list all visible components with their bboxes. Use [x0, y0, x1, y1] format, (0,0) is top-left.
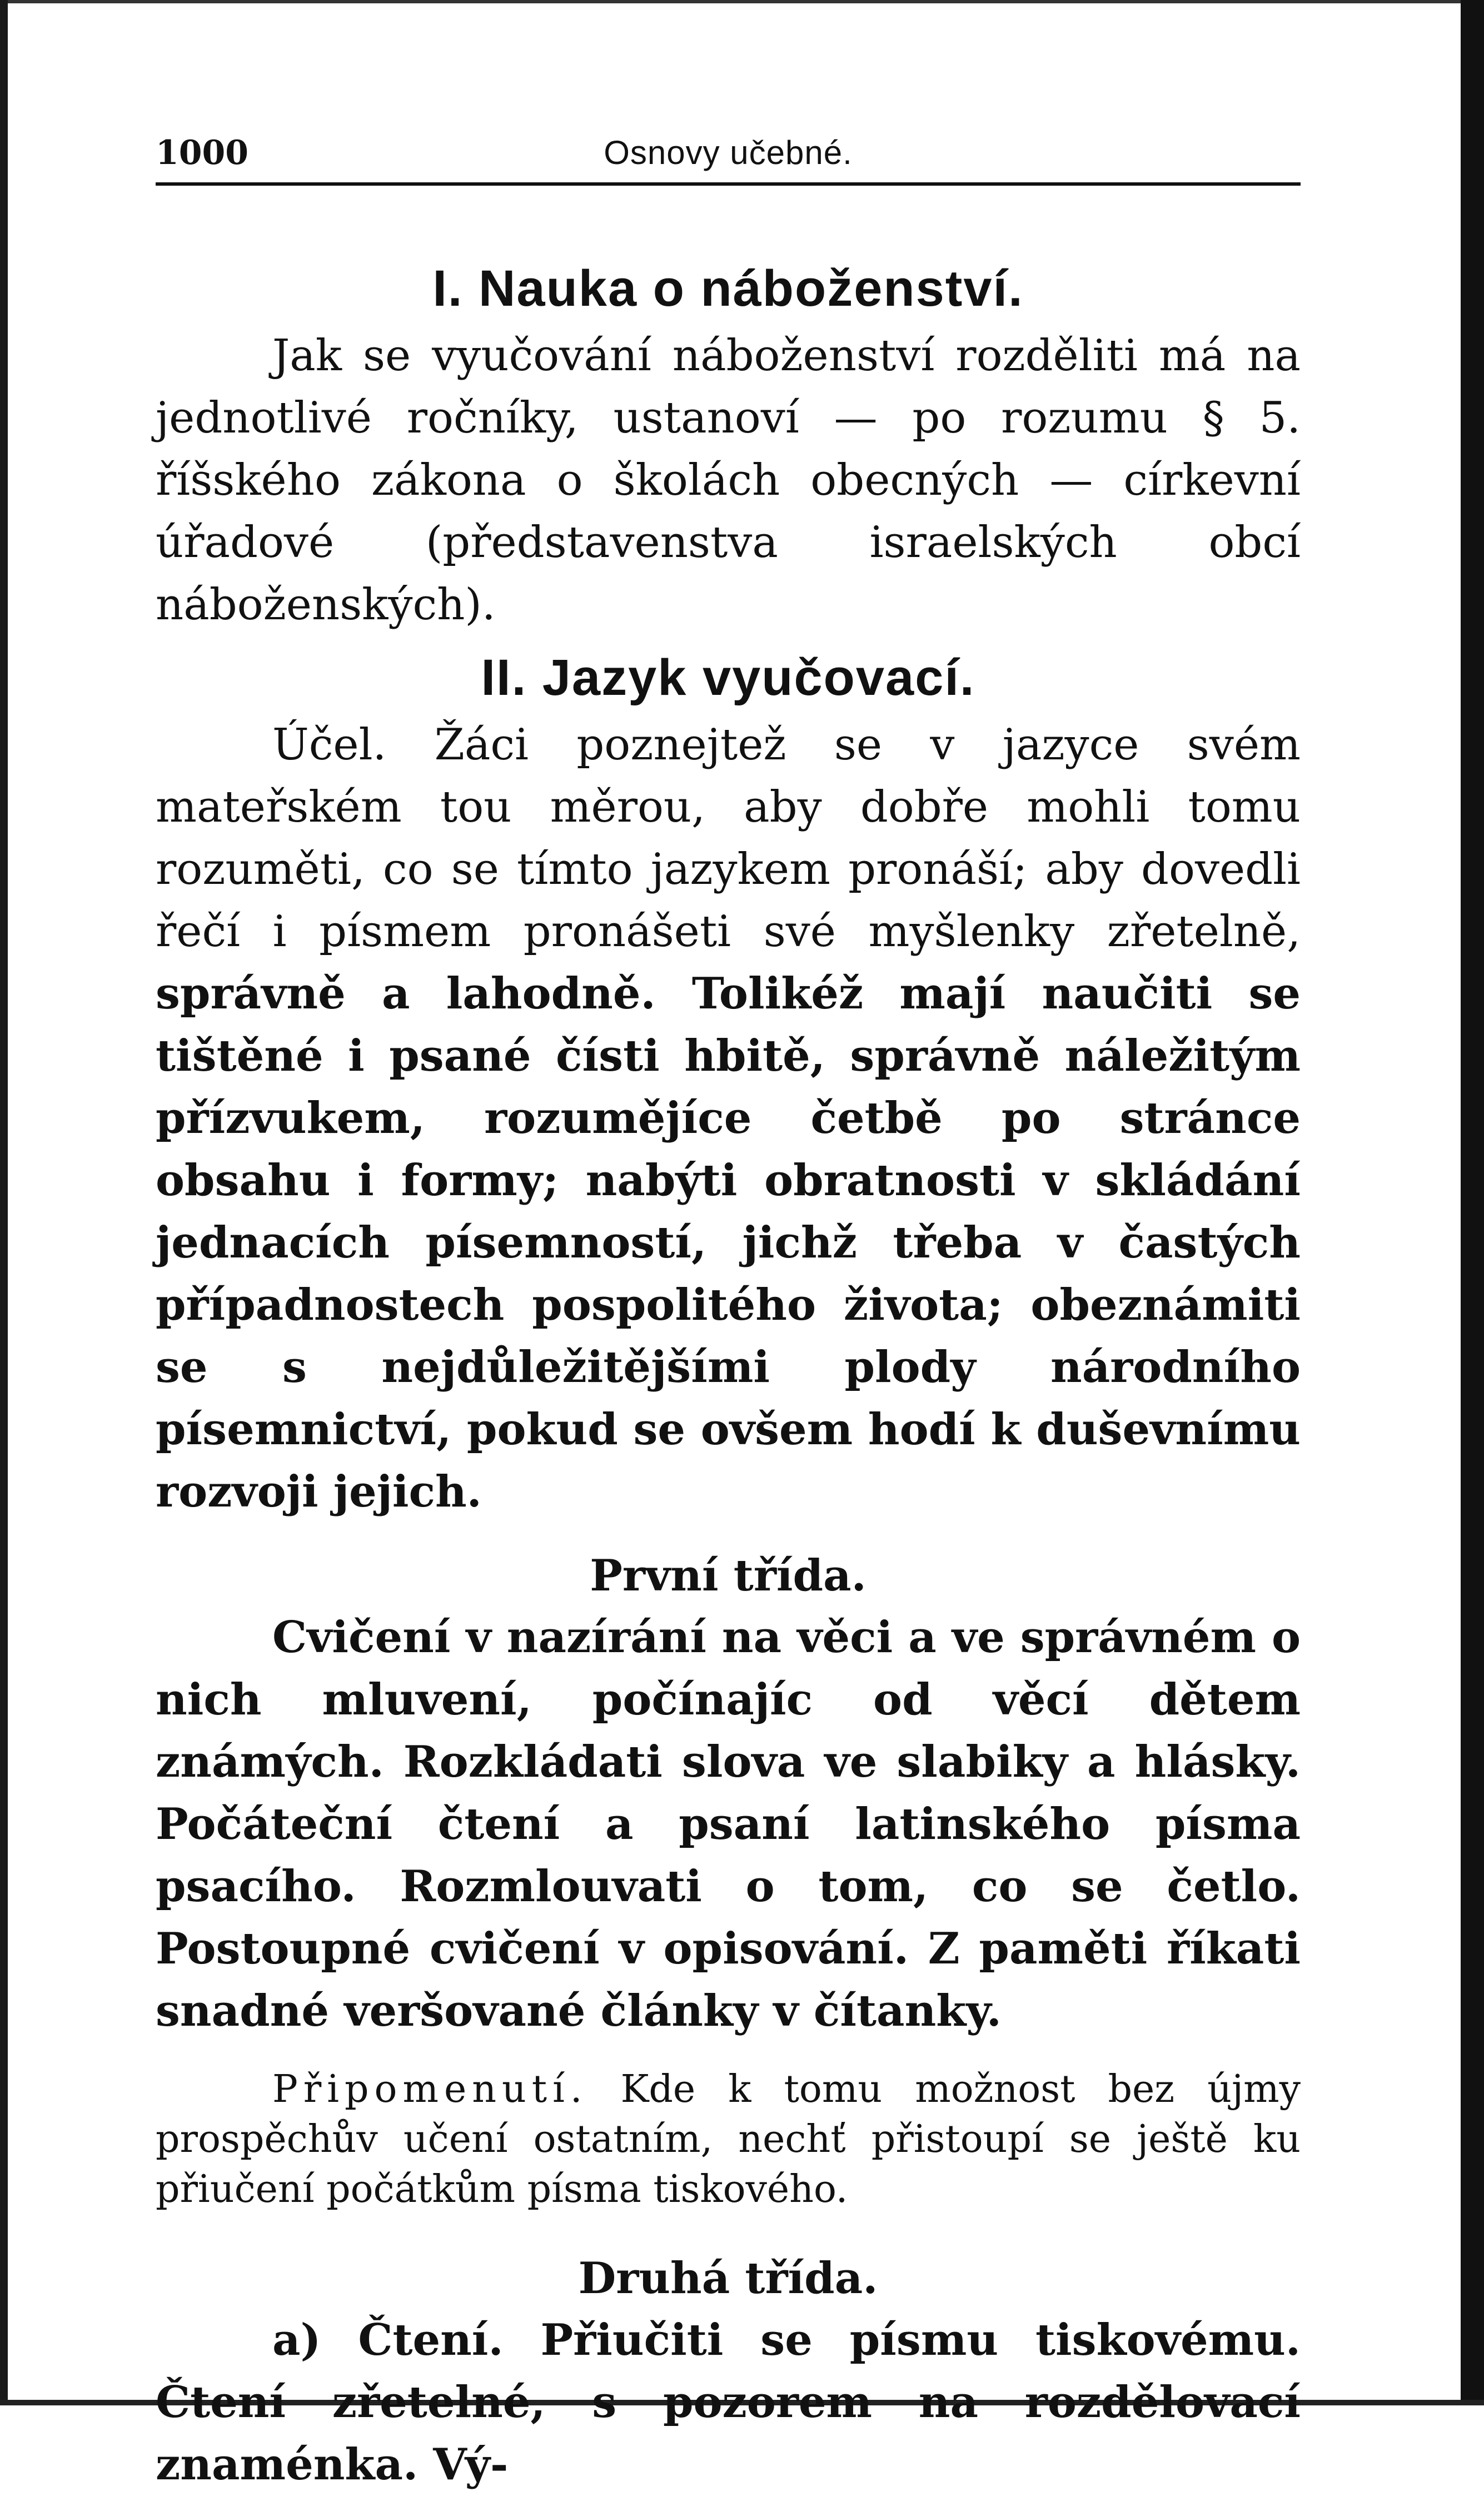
purpose-text: Žáci poznejtež se v jazyce svém mateřském tou měrou, aby dobře mohli tomu rozuměti, co se tímto jazykem pronáší; aby dovedli řečí i písmem pronášeti své myšlenky zřetelně,	[156, 720, 1301, 957]
section-language-paragraph	[156, 714, 1301, 1523]
note-label: Připomenutí.	[272, 2067, 588, 2111]
scan-edge-top	[0, 0, 1484, 3]
running-title: Osnovy učebné.	[604, 134, 853, 171]
grade-1-paragraph: Cvičení v nazírání na věci a ve správném o nich mluvení, počínajíc od věcí dětem známých. Rozkládati slova ve slabiky a hlásky. Počáteční čtení a psaní latinského písma psacího. Rozmlouvati o tom, co se četlo. Postoupné cvičení v opisování. Z paměti říkati snadné veršované články v čítanky.	[156, 1612, 1301, 2036]
note-text: Kde k tomu možnost bez újmy prospěchův učení ostatním, nechť přistoupí se ještě ku přiučení počátkům písma tiskového.	[156, 2067, 1301, 2211]
scan-edge-right	[1461, 0, 1484, 2405]
section-heading-religion: I. Nauka o náboženství.	[432, 260, 1024, 317]
header-rule	[156, 182, 1301, 186]
grade-2-paragraph: a) Čtení. Přiučiti se písmu tiskovému. Čtení zřetelné, s pozorem na rozdělovací znaménka. Vý-	[156, 2315, 1301, 2490]
book-page	[156, 128, 1301, 2496]
page-number: 1000	[156, 133, 248, 172]
purpose-label: Účel.	[272, 720, 387, 770]
grade-1-note	[156, 2065, 1301, 2215]
grade-1-heading: První třída.	[590, 1550, 867, 1601]
scan-edge-left	[0, 0, 8, 2405]
running-head	[156, 128, 1301, 178]
section-religion-paragraph: Jak se vyučování náboženství rozděliti má na jednotlivé ročníky, ustanoví — po rozumu § 5. říšského zákona o školách obecných — církevní úřadové (představenstva israelských obcí náboženských).	[156, 331, 1301, 630]
section-heading-language: II. Jazyk vyučovací.	[481, 649, 975, 706]
grade-2-heading: Druhá třída.	[578, 2253, 878, 2304]
purpose-text-bold: správně a lahodně. Tolikéž mají naučiti se tištěné i psané čísti hbitě, správně náležitým přízvukem, rozumějíce četbě po stránce obsahu i formy; nabýti obratnosti v skládání jednacích písemností, jichž třeba v častých případnostech pospolitého života; obeznámiti se s nejdůležitějšími plody národního písemnictví, pokud se ovšem hodí k duševnímu rozvoji jejich.	[156, 968, 1301, 1517]
